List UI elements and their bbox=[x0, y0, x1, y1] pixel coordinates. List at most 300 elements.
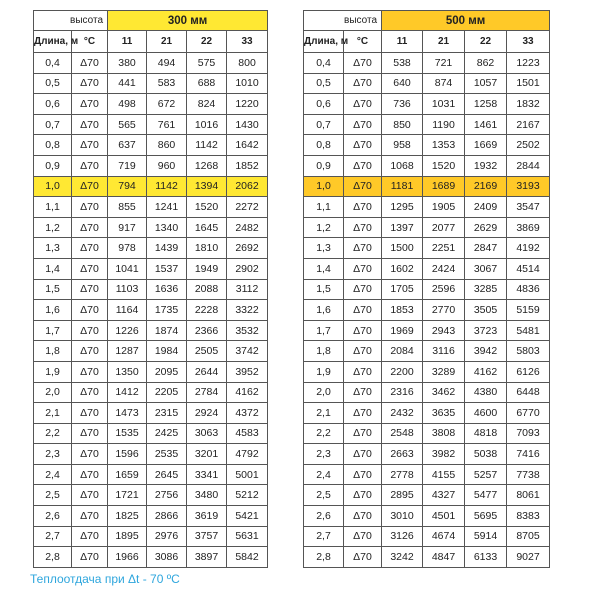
length-cell: 0,6 bbox=[34, 94, 72, 115]
value-21-cell: 1689 bbox=[423, 176, 465, 197]
value-22-cell: 1461 bbox=[465, 114, 507, 135]
value-11-cell: 1068 bbox=[382, 155, 423, 176]
temp-cell: Δ70 bbox=[344, 547, 382, 568]
value-33-cell: 6770 bbox=[507, 403, 550, 424]
model-11-header: 11 bbox=[382, 31, 423, 53]
temp-cell: Δ70 bbox=[72, 526, 108, 547]
temp-cell: Δ70 bbox=[344, 73, 382, 94]
value-11-cell: 1895 bbox=[108, 526, 147, 547]
length-cell: 1,1 bbox=[34, 197, 72, 218]
value-22-cell: 4600 bbox=[465, 403, 507, 424]
value-22-cell: 3063 bbox=[187, 423, 227, 444]
temp-cell: Δ70 bbox=[344, 53, 382, 74]
table-row bbox=[304, 506, 550, 527]
value-22-cell: 3897 bbox=[187, 547, 227, 568]
value-22-cell: 2366 bbox=[187, 320, 227, 341]
value-21-cell: 860 bbox=[147, 135, 187, 156]
value-21-cell: 2205 bbox=[147, 382, 187, 403]
value-22-cell: 5257 bbox=[465, 464, 507, 485]
value-11-cell: 2778 bbox=[382, 464, 423, 485]
temp-cell: Δ70 bbox=[344, 444, 382, 465]
value-22-cell: 1949 bbox=[187, 258, 227, 279]
value-21-cell: 3462 bbox=[423, 382, 465, 403]
value-22-cell: 3067 bbox=[465, 258, 507, 279]
value-22-cell: 2409 bbox=[465, 197, 507, 218]
table-row bbox=[304, 320, 550, 341]
value-22-cell: 1268 bbox=[187, 155, 227, 176]
value-33-cell: 9027 bbox=[507, 547, 550, 568]
temp-cell: Δ70 bbox=[72, 423, 108, 444]
table-row bbox=[34, 506, 268, 527]
length-cell: 1,3 bbox=[304, 238, 344, 259]
length-cell: 1,0 bbox=[34, 176, 72, 197]
value-11-cell: 1659 bbox=[108, 464, 147, 485]
value-33-cell: 4583 bbox=[227, 423, 268, 444]
value-22-cell: 1142 bbox=[187, 135, 227, 156]
temp-cell: Δ70 bbox=[344, 300, 382, 321]
length-cell: 0,5 bbox=[34, 73, 72, 94]
temp-cell: Δ70 bbox=[72, 176, 108, 197]
value-22-cell: 1520 bbox=[187, 197, 227, 218]
value-11-cell: 855 bbox=[108, 197, 147, 218]
value-11-cell: 850 bbox=[382, 114, 423, 135]
length-cell: 0,5 bbox=[304, 73, 344, 94]
temp-cell: Δ70 bbox=[72, 341, 108, 362]
value-33-cell: 7738 bbox=[507, 464, 550, 485]
length-cell: 2,5 bbox=[304, 485, 344, 506]
value-11-cell: 2084 bbox=[382, 341, 423, 362]
value-21-cell: 721 bbox=[423, 53, 465, 74]
value-21-cell: 2535 bbox=[147, 444, 187, 465]
value-33-cell: 1430 bbox=[227, 114, 268, 135]
value-21-cell: 874 bbox=[423, 73, 465, 94]
length-cell: 1,5 bbox=[34, 279, 72, 300]
value-33-cell: 1220 bbox=[227, 94, 268, 115]
temp-cell: Δ70 bbox=[72, 300, 108, 321]
table-row bbox=[304, 53, 550, 74]
temp-column-header: °С bbox=[344, 31, 382, 53]
value-22-cell: 5038 bbox=[465, 444, 507, 465]
value-21-cell: 2770 bbox=[423, 300, 465, 321]
value-33-cell: 4836 bbox=[507, 279, 550, 300]
table-body bbox=[304, 53, 550, 568]
table-row bbox=[304, 403, 550, 424]
value-33-cell: 800 bbox=[227, 53, 268, 74]
value-22-cell: 2847 bbox=[465, 238, 507, 259]
value-33-cell: 3952 bbox=[227, 361, 268, 382]
table-row bbox=[34, 155, 268, 176]
value-22-cell: 1394 bbox=[187, 176, 227, 197]
column-header-row bbox=[34, 31, 268, 53]
value-22-cell: 1057 bbox=[465, 73, 507, 94]
length-cell: 1,3 bbox=[34, 238, 72, 259]
length-cell: 2,2 bbox=[34, 423, 72, 444]
length-cell: 2,2 bbox=[304, 423, 344, 444]
value-11-cell: 958 bbox=[382, 135, 423, 156]
value-21-cell: 1031 bbox=[423, 94, 465, 115]
table-row bbox=[34, 73, 268, 94]
value-22-cell: 5477 bbox=[465, 485, 507, 506]
table-row bbox=[34, 114, 268, 135]
table-row bbox=[304, 547, 550, 568]
length-cell: 2,1 bbox=[34, 403, 72, 424]
value-33-cell: 3193 bbox=[507, 176, 550, 197]
value-33-cell: 8383 bbox=[507, 506, 550, 527]
length-cell: 2,6 bbox=[304, 506, 344, 527]
table-row bbox=[304, 238, 550, 259]
length-cell: 2,0 bbox=[304, 382, 344, 403]
table-row bbox=[34, 423, 268, 444]
value-22-cell: 2169 bbox=[465, 176, 507, 197]
value-33-cell: 6448 bbox=[507, 382, 550, 403]
temp-cell: Δ70 bbox=[72, 197, 108, 218]
temp-cell: Δ70 bbox=[72, 485, 108, 506]
value-22-cell: 575 bbox=[187, 53, 227, 74]
length-cell: 1,5 bbox=[304, 279, 344, 300]
length-cell: 1,0 bbox=[304, 176, 344, 197]
length-cell: 1,7 bbox=[34, 320, 72, 341]
value-21-cell: 4155 bbox=[423, 464, 465, 485]
table-row bbox=[304, 382, 550, 403]
value-11-cell: 498 bbox=[108, 94, 147, 115]
value-33-cell: 6126 bbox=[507, 361, 550, 382]
temp-cell: Δ70 bbox=[344, 217, 382, 238]
value-22-cell: 2505 bbox=[187, 341, 227, 362]
model-33-header: 33 bbox=[227, 31, 268, 53]
length-cell: 2,4 bbox=[304, 464, 344, 485]
table-row bbox=[304, 135, 550, 156]
temp-cell: Δ70 bbox=[344, 279, 382, 300]
temp-cell: Δ70 bbox=[72, 547, 108, 568]
length-cell: 2,1 bbox=[304, 403, 344, 424]
temp-cell: Δ70 bbox=[344, 135, 382, 156]
value-21-cell: 4847 bbox=[423, 547, 465, 568]
value-11-cell: 719 bbox=[108, 155, 147, 176]
length-cell: 1,8 bbox=[34, 341, 72, 362]
length-cell: 2,7 bbox=[34, 526, 72, 547]
value-21-cell: 1241 bbox=[147, 197, 187, 218]
heat-table-300 bbox=[33, 10, 268, 568]
value-11-cell: 1287 bbox=[108, 341, 147, 362]
value-11-cell: 3242 bbox=[382, 547, 423, 568]
length-cell: 0,4 bbox=[304, 53, 344, 74]
value-22-cell: 4818 bbox=[465, 423, 507, 444]
length-cell: 2,4 bbox=[34, 464, 72, 485]
value-11-cell: 1226 bbox=[108, 320, 147, 341]
value-21-cell: 494 bbox=[147, 53, 187, 74]
length-cell: 1,1 bbox=[304, 197, 344, 218]
model-22-header: 22 bbox=[465, 31, 507, 53]
temp-cell: Δ70 bbox=[344, 526, 382, 547]
temp-cell: Δ70 bbox=[72, 53, 108, 74]
value-33-cell: 8705 bbox=[507, 526, 550, 547]
table-row bbox=[304, 217, 550, 238]
value-21-cell: 672 bbox=[147, 94, 187, 115]
value-33-cell: 1642 bbox=[227, 135, 268, 156]
temp-cell: Δ70 bbox=[72, 444, 108, 465]
temp-cell: Δ70 bbox=[344, 382, 382, 403]
table-row bbox=[304, 258, 550, 279]
length-cell: 1,2 bbox=[34, 217, 72, 238]
length-cell: 2,0 bbox=[34, 382, 72, 403]
value-11-cell: 1705 bbox=[382, 279, 423, 300]
length-cell: 1,4 bbox=[34, 258, 72, 279]
value-33-cell: 3869 bbox=[507, 217, 550, 238]
value-21-cell: 4674 bbox=[423, 526, 465, 547]
length-cell: 1,2 bbox=[304, 217, 344, 238]
table-row bbox=[34, 94, 268, 115]
value-21-cell: 1439 bbox=[147, 238, 187, 259]
temp-cell: Δ70 bbox=[344, 423, 382, 444]
value-33-cell: 1010 bbox=[227, 73, 268, 94]
value-33-cell: 2167 bbox=[507, 114, 550, 135]
temp-cell: Δ70 bbox=[72, 155, 108, 176]
value-22-cell: 688 bbox=[187, 73, 227, 94]
temp-cell: Δ70 bbox=[72, 135, 108, 156]
table-row bbox=[34, 320, 268, 341]
temp-cell: Δ70 bbox=[72, 114, 108, 135]
table-row bbox=[34, 444, 268, 465]
value-21-cell: 583 bbox=[147, 73, 187, 94]
value-11-cell: 1966 bbox=[108, 547, 147, 568]
temp-cell: Δ70 bbox=[344, 485, 382, 506]
length-cell: 0,6 bbox=[304, 94, 344, 115]
temp-cell: Δ70 bbox=[72, 361, 108, 382]
height-header-row bbox=[34, 11, 268, 31]
temp-cell: Δ70 bbox=[72, 320, 108, 341]
value-21-cell: 3289 bbox=[423, 361, 465, 382]
value-33-cell: 4162 bbox=[227, 382, 268, 403]
value-21-cell: 1735 bbox=[147, 300, 187, 321]
value-22-cell: 4162 bbox=[465, 361, 507, 382]
table-row bbox=[304, 423, 550, 444]
value-33-cell: 2502 bbox=[507, 135, 550, 156]
value-11-cell: 1295 bbox=[382, 197, 423, 218]
value-11-cell: 1181 bbox=[382, 176, 423, 197]
value-22-cell: 3480 bbox=[187, 485, 227, 506]
table-row bbox=[304, 279, 550, 300]
value-21-cell: 1537 bbox=[147, 258, 187, 279]
value-11-cell: 1721 bbox=[108, 485, 147, 506]
value-11-cell: 1473 bbox=[108, 403, 147, 424]
value-22-cell: 1810 bbox=[187, 238, 227, 259]
value-33-cell: 3547 bbox=[507, 197, 550, 218]
value-22-cell: 2924 bbox=[187, 403, 227, 424]
value-21-cell: 1874 bbox=[147, 320, 187, 341]
length-cell: 2,8 bbox=[304, 547, 344, 568]
value-21-cell: 2424 bbox=[423, 258, 465, 279]
value-11-cell: 736 bbox=[382, 94, 423, 115]
temp-cell: Δ70 bbox=[72, 73, 108, 94]
value-33-cell: 5803 bbox=[507, 341, 550, 362]
value-21-cell: 1353 bbox=[423, 135, 465, 156]
length-column-header: Длина, м bbox=[304, 31, 344, 53]
value-21-cell: 2077 bbox=[423, 217, 465, 238]
value-11-cell: 380 bbox=[108, 53, 147, 74]
column-header-row bbox=[304, 31, 550, 53]
temp-cell: Δ70 bbox=[72, 258, 108, 279]
temp-cell: Δ70 bbox=[344, 320, 382, 341]
heat-table-500 bbox=[303, 10, 550, 568]
value-22-cell: 3201 bbox=[187, 444, 227, 465]
value-22-cell: 5914 bbox=[465, 526, 507, 547]
value-21-cell: 3086 bbox=[147, 547, 187, 568]
value-33-cell: 1832 bbox=[507, 94, 550, 115]
value-11-cell: 565 bbox=[108, 114, 147, 135]
value-21-cell: 2425 bbox=[147, 423, 187, 444]
value-11-cell: 1350 bbox=[108, 361, 147, 382]
value-11-cell: 1397 bbox=[382, 217, 423, 238]
value-22-cell: 3341 bbox=[187, 464, 227, 485]
table-row bbox=[34, 300, 268, 321]
table-row bbox=[34, 403, 268, 424]
height-label: высота bbox=[34, 11, 108, 31]
length-cell: 0,4 bbox=[34, 53, 72, 74]
table-row bbox=[34, 279, 268, 300]
value-21-cell: 1340 bbox=[147, 217, 187, 238]
length-cell: 0,8 bbox=[34, 135, 72, 156]
length-cell: 1,6 bbox=[304, 300, 344, 321]
height-value: 500 мм bbox=[382, 11, 550, 31]
length-cell: 2,3 bbox=[304, 444, 344, 465]
temp-cell: Δ70 bbox=[344, 258, 382, 279]
table-row bbox=[34, 485, 268, 506]
value-22-cell: 862 bbox=[465, 53, 507, 74]
value-11-cell: 978 bbox=[108, 238, 147, 259]
temp-cell: Δ70 bbox=[72, 506, 108, 527]
table-row bbox=[34, 258, 268, 279]
height-value: 300 мм bbox=[108, 11, 268, 31]
length-cell: 1,9 bbox=[304, 361, 344, 382]
temp-cell: Δ70 bbox=[72, 238, 108, 259]
temp-cell: Δ70 bbox=[344, 403, 382, 424]
value-33-cell: 5212 bbox=[227, 485, 268, 506]
value-21-cell: 2095 bbox=[147, 361, 187, 382]
table-row bbox=[304, 485, 550, 506]
value-11-cell: 2432 bbox=[382, 403, 423, 424]
temp-cell: Δ70 bbox=[344, 361, 382, 382]
value-21-cell: 2976 bbox=[147, 526, 187, 547]
value-21-cell: 2596 bbox=[423, 279, 465, 300]
value-11-cell: 1103 bbox=[108, 279, 147, 300]
value-21-cell: 1190 bbox=[423, 114, 465, 135]
value-33-cell: 4192 bbox=[507, 238, 550, 259]
table-row bbox=[34, 547, 268, 568]
table-row bbox=[304, 197, 550, 218]
value-33-cell: 7416 bbox=[507, 444, 550, 465]
temp-cell: Δ70 bbox=[344, 238, 382, 259]
value-21-cell: 2251 bbox=[423, 238, 465, 259]
temp-cell: Δ70 bbox=[344, 176, 382, 197]
value-11-cell: 2895 bbox=[382, 485, 423, 506]
value-22-cell: 3505 bbox=[465, 300, 507, 321]
temp-cell: Δ70 bbox=[72, 279, 108, 300]
value-11-cell: 1596 bbox=[108, 444, 147, 465]
value-21-cell: 3116 bbox=[423, 341, 465, 362]
value-33-cell: 7093 bbox=[507, 423, 550, 444]
value-11-cell: 1164 bbox=[108, 300, 147, 321]
temp-cell: Δ70 bbox=[72, 217, 108, 238]
value-21-cell: 4327 bbox=[423, 485, 465, 506]
table-row bbox=[304, 94, 550, 115]
length-cell: 2,6 bbox=[34, 506, 72, 527]
table-row bbox=[34, 217, 268, 238]
temp-cell: Δ70 bbox=[344, 155, 382, 176]
value-11-cell: 3126 bbox=[382, 526, 423, 547]
temp-cell: Δ70 bbox=[344, 464, 382, 485]
temp-cell: Δ70 bbox=[72, 382, 108, 403]
value-11-cell: 1041 bbox=[108, 258, 147, 279]
value-22-cell: 6133 bbox=[465, 547, 507, 568]
value-33-cell: 5481 bbox=[507, 320, 550, 341]
model-33-header: 33 bbox=[507, 31, 550, 53]
value-21-cell: 1520 bbox=[423, 155, 465, 176]
value-11-cell: 794 bbox=[108, 176, 147, 197]
table-row bbox=[34, 238, 268, 259]
temp-cell: Δ70 bbox=[344, 197, 382, 218]
value-33-cell: 2902 bbox=[227, 258, 268, 279]
value-22-cell: 5695 bbox=[465, 506, 507, 527]
value-33-cell: 2482 bbox=[227, 217, 268, 238]
value-21-cell: 2943 bbox=[423, 320, 465, 341]
value-22-cell: 1258 bbox=[465, 94, 507, 115]
value-22-cell: 2228 bbox=[187, 300, 227, 321]
value-33-cell: 3112 bbox=[227, 279, 268, 300]
table-row bbox=[34, 176, 268, 197]
value-33-cell: 2692 bbox=[227, 238, 268, 259]
temp-cell: Δ70 bbox=[344, 506, 382, 527]
length-cell: 1,4 bbox=[304, 258, 344, 279]
value-33-cell: 5159 bbox=[507, 300, 550, 321]
temp-cell: Δ70 bbox=[344, 341, 382, 362]
length-cell: 1,8 bbox=[304, 341, 344, 362]
model-22-header: 22 bbox=[187, 31, 227, 53]
table-row bbox=[34, 464, 268, 485]
value-11-cell: 2663 bbox=[382, 444, 423, 465]
value-33-cell: 3742 bbox=[227, 341, 268, 362]
value-33-cell: 1501 bbox=[507, 73, 550, 94]
value-33-cell: 4514 bbox=[507, 258, 550, 279]
length-cell: 0,9 bbox=[304, 155, 344, 176]
value-21-cell: 1636 bbox=[147, 279, 187, 300]
value-33-cell: 8061 bbox=[507, 485, 550, 506]
temp-cell: Δ70 bbox=[72, 94, 108, 115]
value-21-cell: 2645 bbox=[147, 464, 187, 485]
table-row bbox=[34, 135, 268, 156]
temp-column-header: °С bbox=[72, 31, 108, 53]
value-21-cell: 3808 bbox=[423, 423, 465, 444]
table-row bbox=[304, 73, 550, 94]
value-33-cell: 2272 bbox=[227, 197, 268, 218]
table-row bbox=[304, 444, 550, 465]
value-21-cell: 2315 bbox=[147, 403, 187, 424]
value-22-cell: 1669 bbox=[465, 135, 507, 156]
temp-cell: Δ70 bbox=[72, 464, 108, 485]
table-row bbox=[304, 361, 550, 382]
value-33-cell: 5001 bbox=[227, 464, 268, 485]
value-11-cell: 3010 bbox=[382, 506, 423, 527]
value-21-cell: 1142 bbox=[147, 176, 187, 197]
length-cell: 1,6 bbox=[34, 300, 72, 321]
length-cell: 0,9 bbox=[34, 155, 72, 176]
value-33-cell: 3322 bbox=[227, 300, 268, 321]
length-cell: 1,9 bbox=[34, 361, 72, 382]
table-row bbox=[34, 361, 268, 382]
value-21-cell: 1984 bbox=[147, 341, 187, 362]
value-33-cell: 5631 bbox=[227, 526, 268, 547]
value-11-cell: 1500 bbox=[382, 238, 423, 259]
value-22-cell: 824 bbox=[187, 94, 227, 115]
